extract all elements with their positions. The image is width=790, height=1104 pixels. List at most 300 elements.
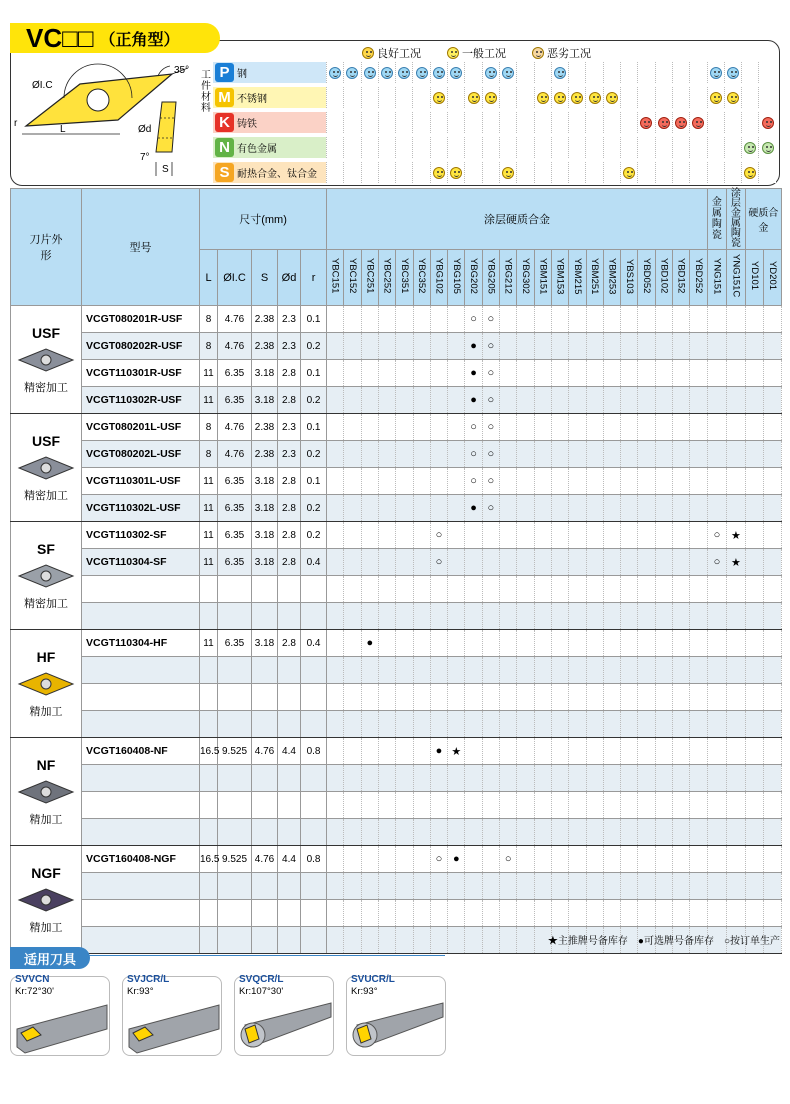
- dim-r-cell: 0.2: [301, 387, 327, 414]
- grade-cell: [344, 900, 361, 927]
- legend-neutral: [447, 45, 506, 61]
- grade-cell: [430, 306, 447, 333]
- material-grid-cell: [482, 87, 499, 108]
- grade-cell: [500, 900, 517, 927]
- grade-cell: [569, 657, 586, 684]
- material-grid-cell: [499, 112, 516, 133]
- title-main: VC□□: [26, 22, 94, 53]
- material-grid-cell: [516, 87, 533, 108]
- grade-cell: [673, 711, 690, 738]
- header-grade: [448, 250, 465, 306]
- material-grid-cell: [516, 162, 533, 183]
- grade-cell: [465, 738, 482, 765]
- grade-name: YD201: [766, 261, 778, 291]
- grade-cell: [603, 414, 620, 441]
- grade-cell: [482, 333, 499, 360]
- header-coated-carbide: 涂层硬质合金: [327, 189, 708, 250]
- material-grid-cell: [534, 112, 551, 133]
- grade-cell: [534, 333, 551, 360]
- dim-l: L: [60, 124, 66, 135]
- grade-cell: [396, 306, 413, 333]
- grade-cell: [378, 360, 395, 387]
- grade-cell: [655, 522, 672, 549]
- material-grid-cell: [499, 87, 516, 108]
- grade-cell: [482, 441, 499, 468]
- grade-cell: [569, 684, 586, 711]
- insert-shape-cell: [11, 738, 82, 846]
- grade-cell: [707, 441, 726, 468]
- availability-mark: ○: [504, 853, 512, 865]
- grade-cell: [569, 765, 586, 792]
- material-grid-cell: [361, 137, 378, 158]
- grade-cell: [344, 873, 361, 900]
- grade-cell: [378, 684, 395, 711]
- grade-cell: [500, 360, 517, 387]
- grade-cell: [517, 765, 534, 792]
- material-grid-cell: [430, 87, 447, 108]
- condition-smile-icon: [502, 67, 514, 79]
- grade-cell: [448, 846, 465, 873]
- grade-cell: [726, 603, 745, 630]
- grade-name: YBM251: [589, 257, 601, 295]
- dim-r-cell: 0.2: [301, 333, 327, 360]
- grade-cell: [361, 576, 378, 603]
- grade-cell: [413, 846, 430, 873]
- grade-cell: [465, 414, 482, 441]
- header-grade: [430, 250, 447, 306]
- material-grid-cell: [326, 62, 343, 83]
- material-grid-cell: [620, 137, 637, 158]
- grade-cell: [361, 333, 378, 360]
- model-cell: [82, 657, 200, 684]
- material-grid-cell: [482, 137, 499, 158]
- grade-cell: [396, 468, 413, 495]
- grade-cell: [638, 468, 655, 495]
- grade-cell: [603, 333, 620, 360]
- material-grid-cell: [689, 137, 706, 158]
- header-grade: [655, 250, 672, 306]
- grade-cell: [726, 684, 745, 711]
- grade-cell: [361, 738, 378, 765]
- dim-ic-cell: [218, 792, 252, 819]
- insert-series-name: USF: [32, 324, 60, 341]
- grade-cell: [482, 819, 499, 846]
- grade-cell: [690, 414, 708, 441]
- grade-cell: [745, 549, 763, 576]
- header-dim: S: [252, 250, 278, 306]
- grade-cell: [413, 468, 430, 495]
- material-grid-cell: [620, 87, 637, 108]
- dim-l-cell: [200, 927, 218, 954]
- dim-ic-cell: [218, 765, 252, 792]
- dim-d-cell: [278, 603, 301, 630]
- material-grid-cell: [689, 62, 706, 83]
- condition-smile-icon: [537, 92, 549, 104]
- grade-name: YBD252: [693, 258, 705, 294]
- grade-cell: [586, 846, 603, 873]
- grade-cell: [430, 657, 447, 684]
- dim-d-cell: [278, 684, 301, 711]
- grade-name: YBD152: [675, 258, 687, 294]
- grade-cell: [673, 333, 690, 360]
- material-grid-cell: [430, 162, 447, 183]
- grade-cell: [638, 711, 655, 738]
- grade-cell: [551, 765, 568, 792]
- grade-cell: [465, 495, 482, 522]
- grade-cell: [396, 576, 413, 603]
- dim-l-cell: 8: [200, 441, 218, 468]
- grade-cell: [430, 333, 447, 360]
- grade-cell: [603, 792, 620, 819]
- grade-cell: [763, 846, 781, 873]
- availability-mark: ○: [435, 556, 443, 568]
- grade-cell: [603, 387, 620, 414]
- grade-cell: [673, 792, 690, 819]
- dim-r-cell: [301, 819, 327, 846]
- model-cell: VCGT080202R-USF: [82, 333, 200, 360]
- grade-cell: [344, 846, 361, 873]
- material-grid-cell: [343, 87, 360, 108]
- insert-series-name: NF: [36, 756, 56, 773]
- grade-cell: [396, 657, 413, 684]
- grade-cell: [707, 576, 726, 603]
- grade-cell: [500, 468, 517, 495]
- grade-cell: [413, 576, 430, 603]
- header-grade: [465, 250, 482, 306]
- grade-cell: [448, 576, 465, 603]
- material-grid-cell: [655, 112, 672, 133]
- tool-kr-angle: Kr:107°30': [239, 986, 284, 997]
- dim-d-cell: [278, 927, 301, 954]
- dim-r-cell: [301, 792, 327, 819]
- grade-cell: [569, 576, 586, 603]
- dim-ic-cell: 6.35: [218, 495, 252, 522]
- material-grid-cell: [447, 62, 464, 83]
- model-cell: VCGT110304-HF: [82, 630, 200, 657]
- condition-smile-icon: [710, 92, 722, 104]
- tool-card: [10, 976, 110, 1056]
- header-grade: [707, 250, 726, 306]
- grade-cell: [534, 387, 551, 414]
- dim-d-cell: [278, 792, 301, 819]
- grade-cell: [655, 333, 672, 360]
- grade-cell: [655, 306, 672, 333]
- material-grid-cell: [585, 162, 602, 183]
- grade-cell: [534, 792, 551, 819]
- grade-cell: [726, 900, 745, 927]
- grade-cell: [448, 333, 465, 360]
- grade-cell: [763, 306, 781, 333]
- grade-cell: [569, 468, 586, 495]
- dim-s-cell: 3.18: [252, 387, 278, 414]
- grade-cell: [517, 576, 534, 603]
- grade-cell: [673, 306, 690, 333]
- grade-cell: [690, 846, 708, 873]
- dim-ic-cell: [218, 711, 252, 738]
- grade-cell: [327, 495, 344, 522]
- grade-cell: [603, 819, 620, 846]
- material-grid-cell: [499, 62, 516, 83]
- material-grid-cell: [655, 162, 672, 183]
- tool-name: SVUCR/L: [351, 974, 395, 985]
- tool-kr-angle: Kr:93°: [351, 986, 378, 997]
- grade-cell: [551, 333, 568, 360]
- dim-l-cell: 11: [200, 495, 218, 522]
- dim-l-cell: 8: [200, 414, 218, 441]
- grade-cell: [690, 360, 708, 387]
- grade-cell: [430, 414, 447, 441]
- grade-cell: [344, 522, 361, 549]
- tool-kr-angle: Kr:93°: [127, 986, 154, 997]
- header-dim: Ød: [278, 250, 301, 306]
- header-dim: ØI.C: [218, 250, 252, 306]
- grade-cell: [465, 846, 482, 873]
- material-label: [213, 62, 325, 83]
- grade-cell: [448, 630, 465, 657]
- grade-cell: [482, 738, 499, 765]
- insert-application: 精加工: [29, 705, 63, 718]
- dim-ic-cell: [218, 576, 252, 603]
- header-coated-cermet: 涂层金属陶瓷: [726, 189, 745, 250]
- grade-cell: [551, 441, 568, 468]
- grade-cell: [465, 333, 482, 360]
- grade-cell: [430, 684, 447, 711]
- header-grade: [745, 250, 763, 306]
- grade-cell: [586, 657, 603, 684]
- grade-cell: [448, 414, 465, 441]
- grade-cell: [655, 495, 672, 522]
- dim-ic-cell: 6.35: [218, 549, 252, 576]
- grade-cell: [344, 603, 361, 630]
- material-grid-cell: [551, 62, 568, 83]
- grade-cell: [448, 522, 465, 549]
- grade-cell: [569, 873, 586, 900]
- condition-smile-icon: [450, 167, 462, 179]
- grade-cell: [534, 603, 551, 630]
- model-cell: [82, 900, 200, 927]
- material-letter-badge: P: [215, 63, 234, 82]
- smile-neutral-icon: [447, 47, 459, 59]
- dim-s-cell: 3.18: [252, 522, 278, 549]
- grade-cell: [327, 927, 344, 954]
- material-grid-cell: [551, 87, 568, 108]
- grade-cell: [396, 927, 413, 954]
- grade-cell: [327, 333, 344, 360]
- grade-cell: [763, 576, 781, 603]
- material-grid-cell: [343, 162, 360, 183]
- grade-cell: [763, 603, 781, 630]
- grade-cell: [569, 414, 586, 441]
- grade-cell: [413, 792, 430, 819]
- material-grid-cell: [516, 137, 533, 158]
- grade-cell: [569, 360, 586, 387]
- grade-name: YBM153: [554, 257, 566, 295]
- grade-cell: [551, 873, 568, 900]
- dim-ic-cell: 9.525: [218, 846, 252, 873]
- grade-cell: [655, 711, 672, 738]
- grade-name: YBM215: [571, 257, 583, 295]
- model-cell: VCGT080202L-USF: [82, 441, 200, 468]
- grade-cell: [673, 576, 690, 603]
- dim-ic-cell: 6.35: [218, 630, 252, 657]
- material-grid-cell: [637, 162, 654, 183]
- grade-cell: [413, 684, 430, 711]
- dim-s-cell: [252, 900, 278, 927]
- grade-cell: [465, 360, 482, 387]
- grade-cell: [690, 603, 708, 630]
- table-row: [11, 468, 782, 495]
- material-grid-cell: [655, 87, 672, 108]
- grade-cell: [430, 576, 447, 603]
- tool-name: SVQCR/L: [239, 974, 284, 985]
- dim-l-cell: 11: [200, 522, 218, 549]
- grade-cell: [690, 549, 708, 576]
- grade-cell: [413, 387, 430, 414]
- grade-cell: [745, 846, 763, 873]
- grade-cell: [517, 819, 534, 846]
- material-grid-cell: [585, 112, 602, 133]
- grade-cell: [745, 576, 763, 603]
- dim-ic-cell: [218, 900, 252, 927]
- model-cell: [82, 765, 200, 792]
- grade-cell: [726, 765, 745, 792]
- grade-cell: [517, 603, 534, 630]
- grade-cell: [638, 684, 655, 711]
- grade-cell: [413, 711, 430, 738]
- grade-cell: [500, 549, 517, 576]
- grade-cell: [690, 684, 708, 711]
- grade-cell: [500, 522, 517, 549]
- grade-cell: [726, 630, 745, 657]
- grade-cell: [638, 765, 655, 792]
- grade-cell: [726, 333, 745, 360]
- grade-cell: [763, 765, 781, 792]
- condition-smile-icon: [450, 67, 462, 79]
- grade-cell: [465, 549, 482, 576]
- dim-r-cell: 0.2: [301, 441, 327, 468]
- grade-cell: [396, 549, 413, 576]
- grade-cell: [621, 333, 638, 360]
- grade-cell: [378, 765, 395, 792]
- grade-cell: [361, 792, 378, 819]
- grade-cell: [638, 630, 655, 657]
- grade-cell: [726, 738, 745, 765]
- grade-cell: [396, 630, 413, 657]
- dim-d-cell: [278, 900, 301, 927]
- grade-cell: [517, 711, 534, 738]
- grade-cell: [551, 414, 568, 441]
- grade-cell: [413, 657, 430, 684]
- insert-dimension-diagram: [12, 58, 202, 186]
- availability-mark: ○: [713, 529, 721, 541]
- grade-cell: [745, 738, 763, 765]
- grade-cell: [534, 711, 551, 738]
- grade-cell: [726, 468, 745, 495]
- material-grid-cell: [707, 112, 724, 133]
- grade-cell: [690, 441, 708, 468]
- dim-l-cell: [200, 819, 218, 846]
- grade-cell: [517, 468, 534, 495]
- material-grid-cell: [361, 87, 378, 108]
- grade-cell: [327, 414, 344, 441]
- grade-cell: [603, 765, 620, 792]
- grade-cell: [621, 846, 638, 873]
- grade-cell: [638, 792, 655, 819]
- grade-cell: [344, 576, 361, 603]
- grade-cell: [745, 387, 763, 414]
- dim-l-cell: [200, 684, 218, 711]
- grade-cell: [726, 819, 745, 846]
- dim-s-cell: 4.76: [252, 738, 278, 765]
- grade-cell: [745, 684, 763, 711]
- material-grid-cell: [430, 112, 447, 133]
- dim-d-cell: 2.8: [278, 549, 301, 576]
- grade-cell: [655, 738, 672, 765]
- grade-cell: [763, 819, 781, 846]
- material-grid-cell: [378, 112, 395, 133]
- grade-cell: [763, 792, 781, 819]
- material-grid-cell: [534, 62, 551, 83]
- grade-cell: [745, 306, 763, 333]
- dim-s-cell: [252, 657, 278, 684]
- grade-cell: [621, 522, 638, 549]
- table-row: [11, 738, 782, 765]
- grade-cell: [586, 387, 603, 414]
- material-caption: 工件材料: [201, 70, 211, 114]
- dim-l-cell: 11: [200, 468, 218, 495]
- grade-cell: [361, 306, 378, 333]
- material-grid-cell: [689, 112, 706, 133]
- grade-cell: [726, 306, 745, 333]
- grade-cell: [726, 711, 745, 738]
- grade-cell: [517, 495, 534, 522]
- grade-cell: [378, 441, 395, 468]
- grade-cell: [569, 711, 586, 738]
- grade-cell: [673, 657, 690, 684]
- grade-cell: [707, 765, 726, 792]
- grade-name: YBC351: [398, 258, 410, 294]
- condition-smile-icon: [727, 67, 739, 79]
- grade-cell: [707, 684, 726, 711]
- dim-l-cell: 16.5: [200, 738, 218, 765]
- grade-cell: [500, 306, 517, 333]
- tool-name: SVJCR/L: [127, 974, 170, 985]
- material-grid-cell: [516, 112, 533, 133]
- grade-cell: [500, 441, 517, 468]
- material-grid-cell: [430, 62, 447, 83]
- material-label: [213, 162, 325, 183]
- dim-d-cell: [278, 819, 301, 846]
- grade-cell: [621, 549, 638, 576]
- tools-section-title: 适用刀具: [10, 947, 90, 969]
- grade-cell: [344, 495, 361, 522]
- availability-mark: ○: [470, 475, 477, 487]
- grade-cell: [344, 441, 361, 468]
- grade-cell: [673, 684, 690, 711]
- grade-cell: [673, 738, 690, 765]
- grade-cell: [621, 792, 638, 819]
- insert-application: 精密加工: [24, 381, 68, 394]
- grade-cell: [361, 927, 378, 954]
- table-row: [11, 387, 782, 414]
- dim-r-cell: 0.1: [301, 306, 327, 333]
- grade-cell: [327, 387, 344, 414]
- grade-cell: [500, 819, 517, 846]
- tool-holder-icon: [235, 999, 333, 1055]
- grade-cell: [361, 657, 378, 684]
- grade-cell: [745, 900, 763, 927]
- grade-cell: [500, 765, 517, 792]
